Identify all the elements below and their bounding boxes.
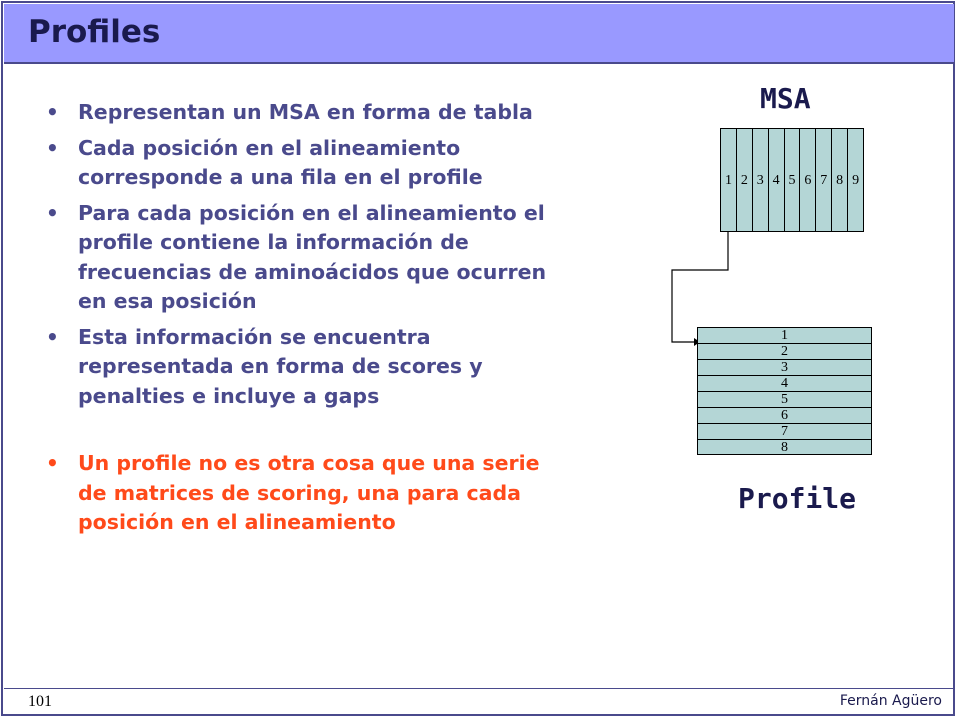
profile-row: 4: [698, 376, 871, 392]
msa-column-number: 2: [740, 173, 748, 188]
msa-column: [816, 129, 832, 231]
bullet-icon: •: [46, 324, 59, 349]
bullet-item: [44, 199, 564, 317]
title-bar: [4, 4, 954, 64]
profile-label: Profile: [738, 482, 857, 515]
profile-row: 7: [698, 424, 871, 440]
msa-column: [721, 129, 737, 231]
bullet-item: [44, 98, 564, 128]
msa-column: [848, 129, 863, 231]
msa-column: [769, 129, 785, 231]
msa-column-number: 1: [724, 173, 732, 188]
bullet-item: [44, 323, 564, 412]
msa-column-number: 7: [820, 173, 828, 188]
profile-table: [697, 327, 872, 455]
msa-column-number: 8: [836, 173, 844, 188]
author-name: Fernán Agüero: [839, 693, 942, 709]
bullet-text: Para cada posición en el alineamiento el profile contiene la información de frecuencias de aminoácidos que ocurren en esa posición: [78, 200, 547, 313]
connector-line: [672, 232, 728, 342]
bullet-icon: •: [46, 100, 59, 124]
msa-column: [832, 129, 848, 231]
bullet-text: Esta información se encuentra representada en forma de scores y penalties e incluye a gaps: [78, 324, 483, 408]
msa-column: [753, 129, 769, 231]
msa-column-number: 6: [804, 173, 812, 188]
bullet-text: Representan un MSA en forma de tabla: [78, 100, 533, 124]
msa-column-number: 9: [852, 173, 860, 188]
bullet-icon: •: [46, 451, 59, 475]
profile-row: 6: [698, 408, 871, 424]
profile-row: 3: [698, 360, 871, 376]
bullet-text: Cada posición en el alineamiento corresponde a una fila en el profile: [78, 135, 483, 189]
profile-row: 2: [698, 344, 871, 360]
slide-number: 101: [28, 693, 52, 710]
footer-divider: [4, 688, 954, 689]
bullet-icon: •: [46, 200, 59, 225]
msa-label: MSA: [760, 82, 811, 115]
msa-column: [737, 129, 753, 231]
msa-column: [785, 129, 801, 231]
bullet-list: [44, 98, 564, 544]
bullet-item: [44, 134, 564, 193]
profile-row: 5: [698, 392, 871, 408]
msa-column-number: 4: [772, 173, 780, 188]
msa-column: [800, 129, 816, 231]
profile-row: 8: [781, 440, 788, 455]
msa-column-number: 3: [756, 173, 764, 188]
bullet-icon: •: [46, 135, 59, 160]
msa-column-number: 5: [788, 173, 796, 188]
profile-row: 1: [698, 328, 871, 344]
bullet-text: Un profile no es otra cosa que una serie de matrices de scoring, una para cada posición en el alineamiento: [78, 451, 540, 534]
msa-table: [720, 128, 864, 232]
bullet-item-highlight: [44, 449, 564, 538]
slide-title: Profiles: [28, 14, 161, 50]
